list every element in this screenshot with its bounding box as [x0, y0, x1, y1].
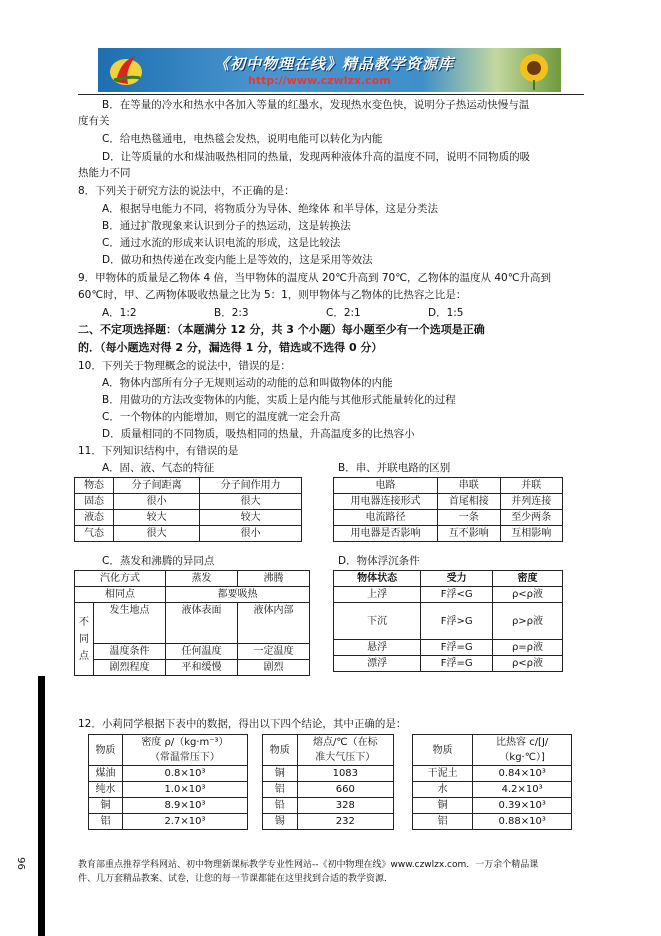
table-cell: 0.84×10³: [473, 766, 572, 782]
table-cell: 纯水: [89, 782, 123, 798]
footer-line: 件、几万套精品教案、试卷，让您的每一节课都能在这里找到合适的教学资源．: [78, 874, 394, 884]
table-header: 串联: [438, 478, 500, 494]
table-floating-conditions: [333, 570, 563, 672]
page-footer: [78, 858, 584, 886]
table-header: 物质: [413, 735, 473, 766]
table-density: [88, 734, 248, 830]
table-cell: 固态: [75, 494, 114, 510]
table-header: 物态: [75, 478, 114, 494]
table-cell: 液体表面: [166, 603, 238, 644]
table-cell: 互相影响: [500, 526, 562, 542]
q10-option-a: A．物体内部所有分子无规则运动的动能的总和叫做物体的内能: [102, 377, 393, 389]
table-cell: 上浮: [334, 587, 421, 603]
table-cell: 铅: [263, 798, 298, 814]
footer-line: 教育部重点推荐学科网站、初中物理新课标教学专业性网站--《初中物理在线》www.czwlzx.com．一万余个精品课: [78, 860, 539, 870]
table-cell: 一定温度: [238, 644, 310, 660]
section-2-instructions: 的．（每小题选对得 2 分，漏选得 1 分，错选或不选得 0 分）: [78, 341, 383, 354]
q11-stem: 11．下列知识结构中，有错误的是: [78, 445, 239, 457]
table-melting-point: [262, 734, 394, 830]
table-cell: 1.0×10³: [122, 782, 247, 798]
diff-label-char: 不: [79, 616, 89, 628]
table-states-of-matter: [74, 477, 302, 542]
table-header: 分子间作用力: [200, 478, 302, 494]
q8-option-b: B．通过扩散现象来认识到分子的热运动，这是转换法: [102, 220, 351, 232]
table-cell: 328: [297, 798, 393, 814]
table-cell: 液体内部: [238, 603, 310, 644]
table-cell: F浮=G: [421, 640, 493, 656]
table-cell: 4.2×10³: [473, 782, 572, 798]
table-cell: F浮=G: [421, 656, 493, 672]
diff-label-char: 同: [79, 633, 89, 645]
table-cell: ρ=ρ液: [492, 640, 562, 656]
table-header: 受力: [421, 571, 493, 587]
table-cell: 较大: [200, 510, 302, 526]
table-cell: 一条: [438, 510, 500, 526]
diff-label-cell: [75, 603, 94, 676]
q9-option-c: C．2:1: [326, 307, 361, 319]
table-cell: 很大: [114, 526, 200, 542]
table-cell: 漂浮: [334, 656, 421, 672]
q9-option-d: D．1:5: [428, 307, 464, 319]
table-cell: 锡: [263, 814, 298, 830]
binding-edge: [38, 676, 45, 936]
table-cell: 温度条件: [94, 644, 166, 660]
table-header: （常温常压下）: [122, 750, 247, 766]
q9-stem-1: 9．甲物体的质量是乙物体 4 倍，当甲物体的温度从 20℃升高到 70℃，乙物体的温度从 40℃升高到: [78, 272, 552, 284]
q10-option-b: B．用做功的方法改变物体的内能，实质上是内能与其他形式能量转化的过程: [102, 394, 456, 406]
table-cell: 发生地点: [94, 603, 166, 644]
table-header: 分子间距离: [114, 478, 200, 494]
table-cell: 铜: [89, 798, 123, 814]
table-cell: 0.39×10³: [473, 798, 572, 814]
table-header: 蒸发: [166, 571, 238, 587]
table-evaporation-boiling: [74, 570, 310, 676]
table-cell: 平和缓慢: [166, 660, 238, 676]
q10-stem: 10．下列关于物理概念的说法中，错误的是：: [78, 360, 291, 372]
table-cell: 铝: [413, 814, 473, 830]
table-cell: 电流路径: [334, 510, 438, 526]
diff-label-char: 点: [79, 650, 89, 662]
table-cell: 剧烈程度: [94, 660, 166, 676]
table-cell: ρ<ρ液: [492, 587, 562, 603]
table-cell: 铝: [263, 782, 298, 798]
table-cell: 首尾相接: [438, 494, 500, 510]
q12-stem: 12．小莉同学根据下表中的数据，得出以下四个结论，其中正确的是：: [78, 718, 407, 730]
q9-option-a: A．1:2: [102, 307, 137, 319]
table-cell: 用电器是否影响: [334, 526, 438, 542]
table-header: 汽化方式: [75, 571, 166, 587]
header-banner: [98, 48, 561, 92]
table-cell: 液态: [75, 510, 114, 526]
table-cell: 232: [297, 814, 393, 830]
q7-option-c: C．给电热毯通电，电热毯会发热，说明电能可以转化为内能: [102, 133, 383, 145]
table-cell: 铜: [263, 766, 298, 782]
q8-stem: 8．下列关于研究方法的说法中，不正确的是：: [78, 185, 295, 197]
table-cell: 煤油: [89, 766, 123, 782]
table-series-parallel: [333, 477, 563, 542]
table-cell: ρ<ρ液: [492, 656, 562, 672]
q7-option-b-cont: 度有关: [78, 115, 110, 127]
q9-stem-2: 60℃时，甲、乙两物体吸收热量之比为 5：1，则甲物体与乙物体的比热容之比是：: [78, 289, 467, 301]
table-cell: 至少两条: [500, 510, 562, 526]
table-header: 沸腾: [238, 571, 310, 587]
table-header: 物质: [89, 735, 123, 766]
banner-url[interactable]: http://www.czwlzx.com: [248, 74, 391, 87]
table-cell: 很大: [200, 494, 302, 510]
table-cell: F浮<G: [421, 587, 493, 603]
table-cell: 任何温度: [166, 644, 238, 660]
q10-option-d: D．质量相同的不同物质，吸热相同的热量，升高温度多的比热容小: [102, 428, 415, 440]
table-cell: 1083: [297, 766, 393, 782]
table-cell: 铜: [413, 798, 473, 814]
table-header: 物质: [263, 735, 298, 766]
table-header: 密度 ρ/（kg·m⁻³）: [122, 735, 247, 751]
table-cell: ρ>ρ液: [492, 603, 562, 640]
header-rule: [78, 94, 584, 95]
logo-icon: [106, 52, 146, 88]
q8-option-c: C．通过水流的形成来认识电流的形成，这是比较法: [102, 237, 341, 249]
table-header: （kg·℃）]: [473, 750, 572, 766]
page-number: 96: [14, 857, 26, 870]
q7-option-d-cont: 热能力不同: [78, 167, 131, 179]
table-cell: 0.88×10³: [473, 814, 572, 830]
q10-option-c: C．一个物体的内能增加，则它的温度就一定会升高: [102, 411, 341, 423]
table-cell: 铝: [89, 814, 123, 830]
q11-caption-a: A．固、液、气态的特征: [102, 462, 215, 474]
table-header: 密度: [492, 571, 562, 587]
table-cell: 干泥土: [413, 766, 473, 782]
table-cell: 很小: [114, 494, 200, 510]
q8-option-a: A．根据导电能力不同，将物质分为导体、绝缘体 和半导体，这是分类法: [102, 203, 439, 215]
table-cell: 剧烈: [238, 660, 310, 676]
table-header: 准大气压下）: [297, 750, 393, 766]
q9-option-b: B．2:3: [214, 307, 249, 319]
table-cell: 相同点: [75, 587, 166, 603]
q11-caption-c: C．蒸发和沸腾的异同点: [102, 555, 215, 567]
table-cell: 水: [413, 782, 473, 798]
q8-option-d: D．做功和热传递在改变内能上是等效的，这是采用等效法: [102, 254, 373, 266]
table-cell: 用电器连接形式: [334, 494, 438, 510]
q11-caption-d: D．物体浮沉条件: [338, 555, 420, 567]
table-cell: F浮>G: [421, 603, 493, 640]
table-cell: 下沉: [334, 603, 421, 640]
table-header: 电路: [334, 478, 438, 494]
q7-option-d: D．让等质量的水和煤油吸热相同的热量，发现两种液体升高的温度不同，说明不同物质的吸: [102, 151, 531, 163]
table-cell: 很小: [200, 526, 302, 542]
table-cell: 0.8×10³: [122, 766, 247, 782]
sunflower-icon: [512, 50, 556, 90]
table-header: 比热容 c/[J/: [473, 735, 572, 751]
table-cell: 2.7×10³: [122, 814, 247, 830]
table-cell: 8.9×10³: [122, 798, 247, 814]
q7-option-b: B．在等量的冷水和热水中各加入等量的红墨水，发现热水变色快，说明分子热运动快慢与温: [102, 99, 530, 111]
table-header: 熔点/℃（在标: [297, 735, 393, 751]
q11-caption-b: B．串、并联电路的区别: [338, 462, 451, 474]
table-cell: 并列连接: [500, 494, 562, 510]
section-2-heading: 二、不定项选择题：（本题满分 12 分，共 3 个小题）每小题至少有一个选项是正确: [78, 323, 485, 336]
table-header: 物体状态: [334, 571, 421, 587]
table-cell: 都要吸热: [166, 587, 310, 603]
table-cell: 悬浮: [334, 640, 421, 656]
table-cell: 气态: [75, 526, 114, 542]
table-specific-heat: [412, 734, 572, 830]
banner-title: 《初中物理在线》精品教学资源库: [214, 55, 455, 73]
table-cell: 660: [297, 782, 393, 798]
table-cell: 较大: [114, 510, 200, 526]
table-header: 并联: [500, 478, 562, 494]
table-cell: 互不影响: [438, 526, 500, 542]
